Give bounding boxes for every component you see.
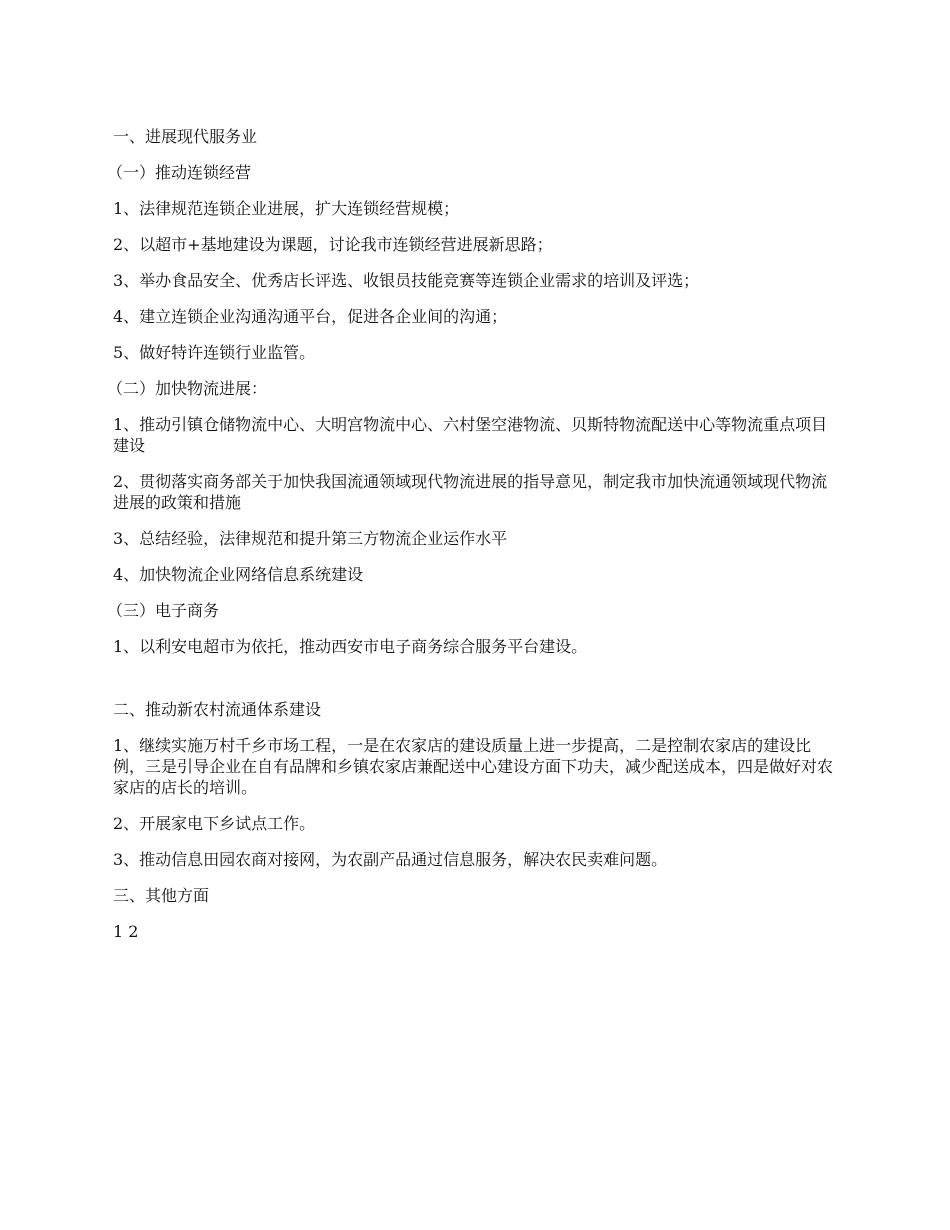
list-item: 4、加快物流企业网络信息系统建设	[113, 565, 364, 584]
list-item: 3、举办食品安全、优秀店长评选、收银员技能竞赛等连锁企业需求的培训及评选；	[113, 271, 700, 290]
subsection-heading: （三）电子商务	[107, 601, 220, 620]
list-item: 2、开展家电下乡试点工作。	[113, 814, 316, 833]
section-heading: 二、推动新农村流通体系建设	[113, 700, 322, 719]
section-heading: 一、进展现代服务业	[113, 127, 258, 146]
list-item: 2、贯彻落实商务部关于加快我国流通领域现代物流进展的指导意见，制定我市加快流通领域现代物流进展的政策和措施	[113, 472, 828, 512]
list-item: 1、以利安电超市为依托，推动西安市电子商务综合服务平台建设。	[113, 637, 588, 656]
document-page	[107, 126, 838, 942]
list-item: 1、法律规范连锁企业进展，扩大连锁经营规模；	[113, 199, 460, 218]
list-item: 1、继续实施万村千乡市场工程，一是在农家店的建设质量上进一步提高，二是控制农家店的建设比例，三是引导企业在自有品牌和乡镇农家店兼配送中心建设方面下功夫，减少配送成本，四是做好对农家店的店长的培训。	[113, 736, 834, 797]
list-item: 2、以超市+基地建设为课题，讨论我市连锁经营进展新思路；	[113, 235, 553, 254]
subsection-heading: （二）加快物流进展：	[107, 379, 268, 398]
list-item: 4、建立连锁企业沟通沟通平台，促进各企业间的沟通；	[113, 307, 508, 326]
list-item: 1 2	[113, 922, 139, 941]
subsection-heading: （一）推动连锁经营	[107, 163, 252, 182]
list-item: 3、总结经验，法律规范和提升第三方物流企业运作水平	[113, 529, 508, 548]
list-item: 1、推动引镇仓储物流中心、大明宫物流中心、六村堡空港物流、贝斯特物流配送中心等物流重点项目建设	[113, 415, 828, 455]
section-heading: 三、其他方面	[113, 886, 210, 905]
list-item: 3、推动信息田园农商对接网，为农副产品通过信息服务，解决农民卖难问题。	[113, 850, 668, 869]
list-item: 5、做好特许连锁行业监管。	[113, 343, 316, 362]
